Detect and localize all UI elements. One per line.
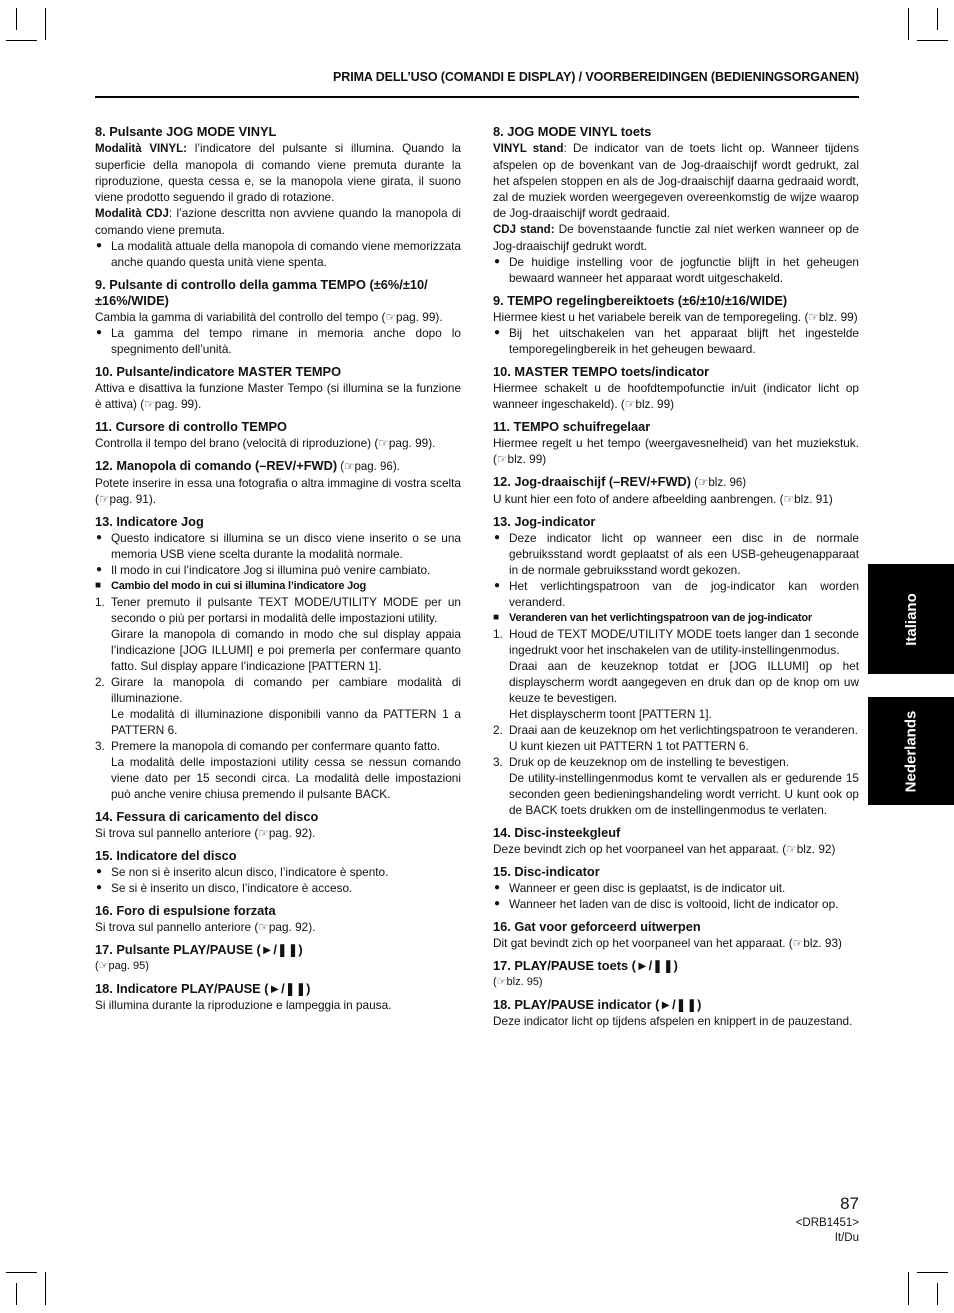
section-title-text: 14. Fessura di caricamento del disco	[95, 809, 319, 824]
crop-mark	[908, 1272, 909, 1305]
bullet-item: ● Questo indicatore si illumina se un disco viene inserito o se una memoria USB viene scelta durante la modalità normale.	[95, 530, 461, 562]
section	[493, 364, 859, 412]
paragraph-text: l’indicatore del pulsante si illumina. Quando la superficie della manopola di comando viene premuta durante la riproduzione, questa cessa e, se la manopola viene girata, il suono viene prodotto seguendo il grado di rotazione.	[95, 141, 461, 204]
step-text: Druk op de keuzeknop om de instelling te bevestigen.	[509, 755, 790, 769]
section	[95, 514, 461, 802]
crop-mark	[16, 8, 17, 30]
step-number: 2.	[95, 675, 105, 689]
paragraph	[95, 435, 461, 451]
numbered-step	[493, 754, 859, 770]
paragraph	[493, 221, 859, 254]
bullet-item: ● Wanneer het laden van de disc is voltooid, licht de indicator op.	[493, 896, 859, 912]
section-title-text: 11. Cursore di controllo TEMPO	[95, 419, 287, 434]
section-title	[95, 514, 461, 530]
paragraph	[493, 435, 859, 467]
bullet-item: ● Deze indicator licht op wanneer een disc in de normale gebruiksstand wordt geplaatst of als een USB-geheugenapparaat in de normale gebruiksstand wordt gekozen.	[493, 530, 859, 578]
step-number: 2.	[493, 723, 503, 737]
section-title-note: (☞pag. 96).	[337, 461, 400, 473]
paragraph-text: U kunt hier een foto of andere afbeelding aanbrengen. (☞blz. 91)	[493, 492, 833, 506]
section-title-text: 9. Pulsante di controllo della gamma TEMPO (±6%/±10/±16%/WIDE)	[95, 277, 428, 308]
section-title	[493, 825, 859, 841]
paragraph	[493, 1013, 859, 1029]
paragraph-text: Attiva e disattiva la funzione Master Tempo (si illumina se la funzione è attiva) (☞pag. 99).	[95, 381, 461, 411]
section-title-text: 13. Jog-indicator	[493, 514, 596, 529]
section	[95, 848, 461, 896]
section-title	[493, 514, 859, 530]
section	[493, 825, 859, 857]
paragraph-text: Si illumina durante la riproduzione e lampeggia in pausa.	[95, 998, 392, 1012]
section-title	[493, 293, 859, 309]
section	[95, 458, 461, 507]
italian-column	[95, 124, 461, 1020]
section-title	[493, 364, 859, 380]
language-tab-label: Nederlands	[902, 710, 920, 792]
paragraph-text: De bovenstaande functie zal niet werken wanneer op de Jog-draaischijf gedrukt wordt.	[493, 222, 859, 253]
section-title-text: 11. TEMPO schuifregelaar	[493, 419, 651, 434]
crop-mark	[917, 40, 948, 41]
paragraph-text: Potete inserire in essa una fotografia o altra immagine di vostra scelta (☞pag. 91).	[95, 476, 461, 506]
paragraph	[95, 140, 461, 205]
subheading: ■ Veranderen van het verlichtingspatroon van de jog-indicator	[493, 610, 859, 626]
step-text: Houd de TEXT MODE/UTILITY MODE toets langer dan 1 seconde ingedrukt voor het inschakelen van de utility-instellingenmodus.	[509, 627, 859, 657]
section-title	[95, 848, 461, 864]
mode-label: Modalità CDJ	[95, 208, 169, 220]
section-title	[493, 474, 859, 491]
section	[493, 124, 859, 286]
section-title	[493, 997, 859, 1013]
page-reference: (☞blz. 95)	[493, 976, 543, 988]
crop-mark	[16, 1283, 17, 1305]
section-title	[493, 919, 859, 935]
section	[493, 514, 859, 818]
section-title	[95, 903, 461, 919]
section	[493, 293, 859, 357]
lang-code: It/Du	[834, 1232, 859, 1244]
crop-mark	[937, 1283, 938, 1305]
section-title	[95, 458, 461, 475]
bullet-item: ● La gamma del tempo rimane in memoria anche dopo lo spegnimento dell’unità.	[95, 325, 461, 357]
bullet-item: ● La modalità attuale della manopola di comando viene memorizzata anche quando questa unità viene spenta.	[95, 238, 461, 270]
section	[493, 474, 859, 507]
section	[493, 919, 859, 951]
paragraph-text: Si trova sul pannello anteriore (☞pag. 92).	[95, 826, 316, 840]
section	[493, 864, 859, 912]
paragraph	[95, 309, 461, 325]
numbered-step	[95, 674, 461, 706]
language-tab-italiano	[868, 564, 954, 674]
numbered-step	[493, 722, 859, 738]
paragraph-text: : l’azione descritta non avviene quando la manopola di comando viene premuta.	[95, 206, 461, 237]
paragraph	[95, 825, 461, 841]
section-title-text: 8. JOG MODE VINYL toets	[493, 124, 652, 139]
page-reference: (☞pag. 95)	[95, 960, 149, 972]
mode-label: Modalità VINYL:	[95, 143, 188, 155]
paragraph	[95, 997, 461, 1013]
dutch-column	[493, 124, 859, 1036]
paragraph	[95, 475, 461, 507]
section-title	[493, 864, 859, 880]
crop-mark	[6, 1272, 37, 1273]
section-title	[95, 981, 461, 997]
step-number: 3.	[95, 739, 105, 753]
paragraph-text: : De indicator van de toets licht op. Wanneer tijdens afspelen op de bovenkant van de Jog-draaischijf wordt gedrukt, zal het afspelen stoppen en als de Jog-draaischijf daarna gedraaid wordt, zal de muziek worden weergegeven overeenkomstig de wijze waarop de Jog-draaischijf wordt gedraaid.	[493, 141, 859, 220]
section-title-text: 9. TEMPO regelingbereiktoets (±6/±10/±16/WIDE)	[493, 293, 788, 308]
header-rule	[95, 96, 859, 98]
bullet-item: ● Wanneer er geen disc is geplaatst, is de indicator uit.	[493, 880, 859, 896]
step-text: Draai aan de keuzeknop om het verlichtingspatroon te veranderen.	[509, 723, 858, 737]
step-text: Tener premuto il pulsante TEXT MODE/UTILITY MODE per un secondo o più per portarsi in modalità delle impostazioni utility.	[111, 595, 461, 625]
section-title-text: 10. MASTER TEMPO toets/indicator	[493, 364, 710, 379]
section-title-text: 16. Gat voor geforceerd uitwerpen	[493, 919, 701, 934]
numbered-step	[493, 626, 859, 658]
paragraph-text: Deze bevindt zich op het voorpaneel van het apparaat. (☞blz. 92)	[493, 842, 836, 856]
mode-label: VINYL stand	[493, 143, 564, 155]
step-detail: Het displayscherm toont [PATTERN 1].	[509, 707, 712, 721]
section	[95, 942, 461, 974]
paragraph	[95, 380, 461, 412]
section	[493, 958, 859, 990]
paragraph-text: Deze indicator licht op tijdens afspelen en knippert in de pauzestand.	[493, 1014, 853, 1028]
bullet-item: ● Het verlichtingspatroon van de jog-indicator kan worden veranderd.	[493, 578, 859, 610]
crop-mark	[908, 8, 909, 40]
bullet-item: ● Bij het uitschakelen van het apparaat blijft het ingestelde temporegelingbereik in het geheugen bewaard.	[493, 325, 859, 357]
section-title	[493, 124, 859, 140]
section-title	[493, 958, 859, 974]
mode-label: CDJ stand:	[493, 224, 555, 236]
step-detail: La modalità delle impostazioni utility cessa se nessun comando viene dato per 15 secondi circa. La modalità delle impostazioni può anche venire chiusa premendo il pulsante BACK.	[111, 755, 461, 801]
section-title	[95, 277, 461, 309]
section-title-text: 12. Jog-draaischijf (–REV/+FWD)	[493, 474, 692, 489]
bullet-item: ● Se si è inserito un disco, l’indicatore è acceso.	[95, 880, 461, 896]
section	[95, 277, 461, 357]
numbered-step	[95, 594, 461, 626]
paragraph	[493, 380, 859, 412]
section-title-text: 18. Indicatore PLAY/PAUSE (►/❚❚)	[95, 981, 311, 996]
paragraph	[493, 491, 859, 507]
section	[95, 364, 461, 412]
section-title-text: 15. Indicatore del disco	[95, 848, 237, 863]
section	[493, 997, 859, 1029]
paragraph-text: Cambia la gamma di variabilità del controllo del tempo (☞pag. 99).	[95, 310, 443, 324]
page-number: 87	[840, 1194, 859, 1213]
paragraph-text: Hiermee regelt u het tempo (weergavesnelheid) van het muziekstuk. (☞blz. 99)	[493, 436, 859, 466]
page-header: PRIMA DELL’USO (COMANDI E DISPLAY) / VOORBEREIDINGEN (BEDIENINGSORGANEN)	[333, 70, 859, 84]
section-title-text: 15. Disc-indicator	[493, 864, 600, 879]
section-title-text: 13. Indicatore Jog	[95, 514, 204, 529]
section-title-text: 17. PLAY/PAUSE toets (►/❚❚)	[493, 958, 678, 973]
section-title-text: 14. Disc-insteekgleuf	[493, 825, 621, 840]
step-detail: Le modalità di illuminazione disponibili vanno da PATTERN 1 a PATTERN 6.	[111, 707, 461, 737]
paragraph-text: Dit gat bevindt zich op het voorpaneel van het apparaat. (☞blz. 93)	[493, 936, 842, 950]
paragraph-text: Si trova sul pannello anteriore (☞pag. 92).	[95, 920, 316, 934]
crop-mark	[6, 40, 37, 41]
section-title-text: 12. Manopola di comando (–REV/+FWD)	[95, 458, 338, 473]
step-number: 3.	[493, 755, 503, 769]
paragraph	[95, 919, 461, 935]
paragraph	[95, 205, 461, 238]
subheading: ■ Cambio del modo in cui si illumina l’indicatore Jog	[95, 578, 461, 594]
step-number: 1.	[95, 595, 105, 609]
crop-mark	[45, 8, 46, 40]
section-title	[493, 419, 859, 435]
section-title-text: 16. Foro di espulsione forzata	[95, 903, 276, 918]
paragraph-text: Controlla il tempo del brano (velocità di riproduzione) (☞pag. 99).	[95, 436, 436, 450]
doc-code	[796, 1216, 859, 1246]
crop-mark	[45, 1272, 46, 1305]
paragraph	[493, 140, 859, 221]
section-title-text: 17. Pulsante PLAY/PAUSE (►/❚❚)	[95, 942, 303, 957]
section	[95, 981, 461, 1013]
section-title	[95, 419, 461, 435]
step-detail: U kunt kiezen uit PATTERN 1 tot PATTERN 6.	[509, 739, 749, 753]
paragraph-text: Hiermee schakelt u de hoofdtempofunctie in/uit (indicator licht op wanneer ingeschakeld). (☞blz. 99)	[493, 381, 859, 411]
section-title-text: 18. PLAY/PAUSE indicator (►/❚❚)	[493, 997, 702, 1012]
numbered-step	[95, 738, 461, 754]
step-detail: Draai aan de keuzeknop totdat er [JOG ILLUMI] op het displayscherm wordt aangegeven en druk dan op de knop om uw keuze te bevestigen.	[509, 659, 859, 705]
language-tab-label: Italiano	[902, 592, 920, 646]
step-number: 1.	[493, 627, 503, 641]
step-detail: Girare la manopola di comando in modo che sul display appaia l’indicazione [JOG ILLUMI] e poi premerla per confermare quanto fatto. Sul display appare l’indicazione [PATTERN 1].	[111, 627, 461, 673]
bullet-item: ● De huidige instelling voor de jogfunctie blijft in het geheugen bewaard wanneer het apparaat wordt uitgeschakeld.	[493, 254, 859, 286]
crop-mark	[937, 8, 938, 30]
section-title	[95, 124, 461, 140]
step-detail: De utility-instellingenmodus komt te vervallen als er gedurende 15 seconden geen bedieningshandeling wordt verricht. U kunt ook op de BACK toets drukken om de instellingenmodus te verlaten.	[509, 771, 859, 817]
section-title	[95, 942, 461, 958]
section-title-text: 10. Pulsante/indicatore MASTER TEMPO	[95, 364, 342, 379]
paragraph-text: Hiermee kiest u het variabele bereik van de temporegeling. (☞blz. 99)	[493, 310, 858, 324]
crop-mark	[917, 1272, 948, 1273]
section	[95, 809, 461, 841]
step-text: Premere la manopola di comando per confermare quanto fatto.	[111, 739, 441, 753]
section-title-text: 8. Pulsante JOG MODE VINYL	[95, 124, 277, 139]
section-title	[95, 809, 461, 825]
step-text: Girare la manopola di comando per cambiare modalità di illuminazione.	[111, 675, 461, 705]
bullet-item: ● Il modo in cui l’indicatore Jog si illumina può venire cambiato.	[95, 562, 461, 578]
section	[95, 903, 461, 935]
section	[95, 124, 461, 270]
paragraph	[493, 935, 859, 951]
bullet-item: ● Se non si è inserito alcun disco, l’indicatore è spento.	[95, 864, 461, 880]
section-title-note: (☞blz. 96)	[691, 477, 747, 489]
section	[493, 419, 859, 467]
section-title	[95, 364, 461, 380]
paragraph	[493, 309, 859, 325]
section	[95, 419, 461, 451]
language-tab-nederlands	[868, 697, 954, 805]
doc-code-number: <DRB1451>	[795, 1217, 859, 1229]
paragraph	[493, 841, 859, 857]
